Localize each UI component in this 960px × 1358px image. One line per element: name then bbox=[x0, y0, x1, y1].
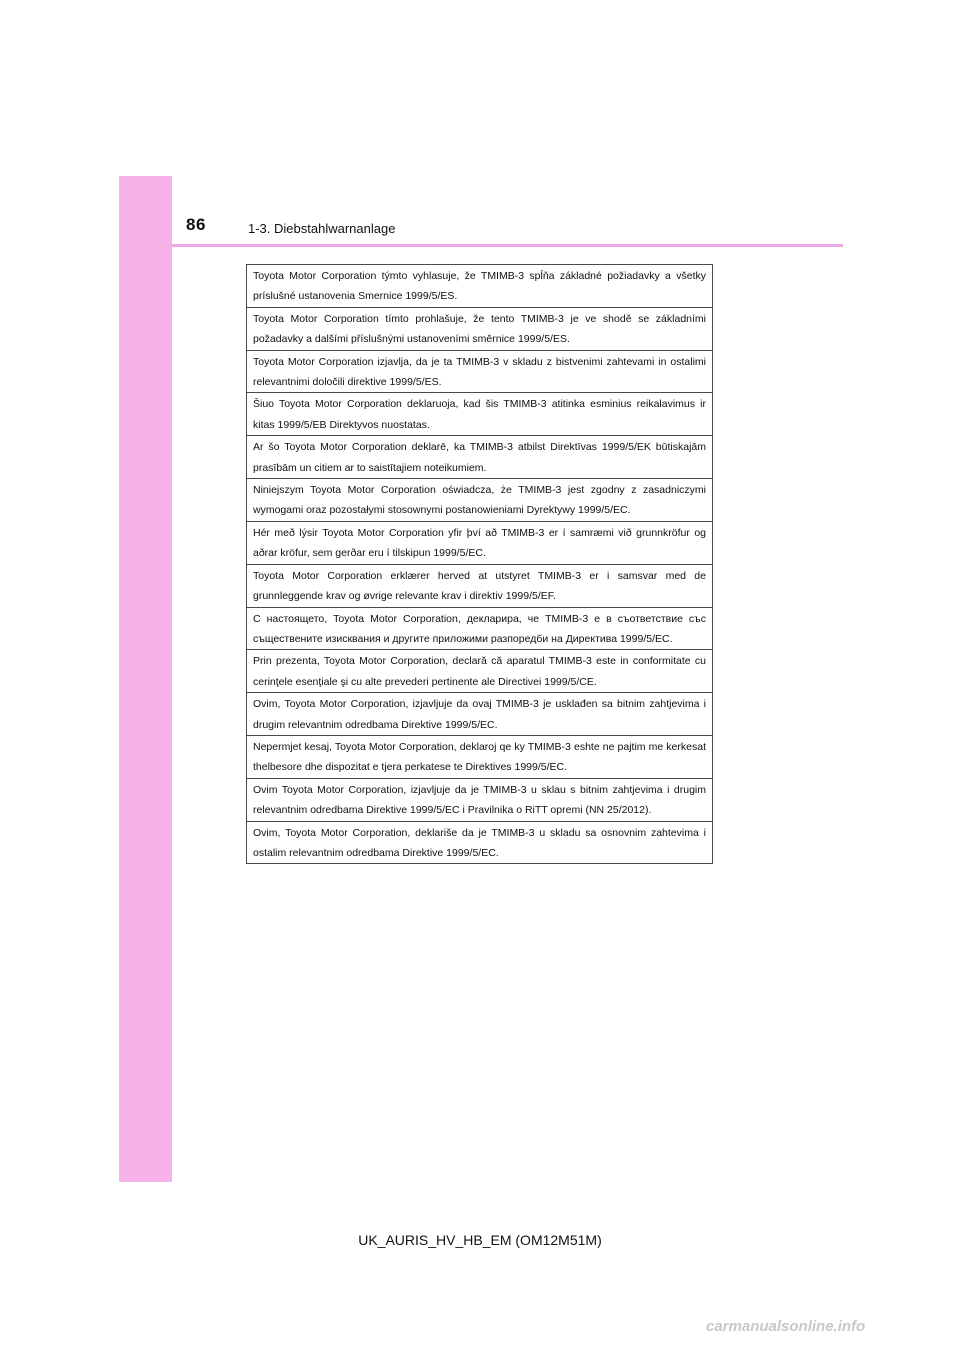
declaration-cell: Niniejszym Toyota Motor Corporation oświadcza, że TMIMB-3 jest zgodny z zasadniczymi wymogami oraz pozostałymi stosownymi postanowieniami Dyrektywy 1999/5/EC. bbox=[247, 479, 713, 522]
declaration-cell: Šiuo Toyota Motor Corporation deklaruoja, kad šis TMIMB-3 atitinka esminius reikalavimus ir kitas 1999/5/EB Direktyvos nuostatas. bbox=[247, 393, 713, 436]
table-row bbox=[247, 821, 713, 864]
declaration-cell: Toyota Motor Corporation týmto vyhlasuje, že TMIMB-3 spĺňa základné požiadavky a všetky príslušné ustanovenia Smernice 1999/5/ES. bbox=[247, 265, 713, 308]
declaration-cell: Nepermjet kesaj, Toyota Motor Corporation, deklaroj qe ky TMIMB-3 eshte ne pajtim me kerkesat thelbesore dhe dispozitat e tjera perkatese te Direktives 1999/5/EC. bbox=[247, 735, 713, 778]
section-title: 1-3. Diebstahlwarnanlage bbox=[248, 221, 396, 236]
table-row bbox=[247, 693, 713, 736]
table-row bbox=[247, 307, 713, 350]
table-row bbox=[247, 436, 713, 479]
declaration-cell: Toyota Motor Corporation tímto prohlašuje, že tento TMIMB-3 je ve shodě se základními požadavky a dalšími příslušnými ustanoveními směrnice 1999/5/ES. bbox=[247, 307, 713, 350]
declaration-cell: Ar šo Toyota Motor Corporation deklarē, ka TMIMB-3 atbilst Direktīvas 1999/5/EK būtiskajām prasībām un citiem ar to saistītajiem noteikumiem. bbox=[247, 436, 713, 479]
declaration-cell: Ovim, Toyota Motor Corporation, izjavljuje da ovaj TMIMB-3 je usklađen sa bitnim zahtjevima i drugim relevantnim odredbama Direktive 1999/5/EC. bbox=[247, 693, 713, 736]
table-row bbox=[247, 778, 713, 821]
table-row bbox=[247, 265, 713, 308]
declaration-cell: Ovim, Toyota Motor Corporation, deklariše da je TMIMB-3 u skladu sa osnovnim zahtevima i ostalim relevantnim odredbama Direktive 1999/5/EC. bbox=[247, 821, 713, 864]
table-row bbox=[247, 735, 713, 778]
chapter-side-tab bbox=[119, 176, 172, 1182]
table-row bbox=[247, 479, 713, 522]
manual-code: UK_AURIS_HV_HB_EM (OM12M51M) bbox=[358, 1232, 602, 1248]
declaration-cell: С настоящето, Toyota Motor Corporation, декларира, че TMIMB-3 е в съответствие със съществените изисквания и другите приложими разпоредби на Директива 1999/5/ЕС. bbox=[247, 607, 713, 650]
declaration-cell: Toyota Motor Corporation izjavlja, da je ta TMIMB-3 v skladu z bistvenimi zahtevami in ostalimi relevantnimi določili direktive 1999/5/ES. bbox=[247, 350, 713, 393]
table-row bbox=[247, 650, 713, 693]
declaration-cell: Ovim Toyota Motor Corporation, izjavljuje da je TMIMB-3 u sklau s bitnim zahtjevima i drugim relevantnim odredbama Direktive 1999/5/EC i Pravilnika o RiTT opremi (NN 25/2012). bbox=[247, 778, 713, 821]
declaration-table bbox=[246, 264, 713, 864]
page-number: 86 bbox=[186, 215, 206, 234]
table-row bbox=[247, 564, 713, 607]
table-row bbox=[247, 521, 713, 564]
table-row bbox=[247, 350, 713, 393]
declaration-cell: Hér með lýsir Toyota Motor Corporation yfir því að TMIMB-3 er í samræmi við grunnkröfur og aðrar kröfur, sem gerðar eru í tilskipun 1999/5/EC. bbox=[247, 521, 713, 564]
watermark: carmanualsonline.info bbox=[706, 1318, 866, 1335]
declaration-cell: Prin prezenta, Toyota Motor Corporation, declară că aparatul TMIMB-3 este in conformitate cu cerinţele esenţiale şi cu alte prevederi pertinente ale Directivei 1999/5/CE. bbox=[247, 650, 713, 693]
table-row bbox=[247, 607, 713, 650]
header-rule bbox=[172, 244, 843, 247]
declaration-cell: Toyota Motor Corporation erklærer herved at utstyret TMIMB-3 er i samsvar med de grunnleggende krav og øvrige relevante krav i direktiv 1999/5/EF. bbox=[247, 564, 713, 607]
table-row bbox=[247, 393, 713, 436]
